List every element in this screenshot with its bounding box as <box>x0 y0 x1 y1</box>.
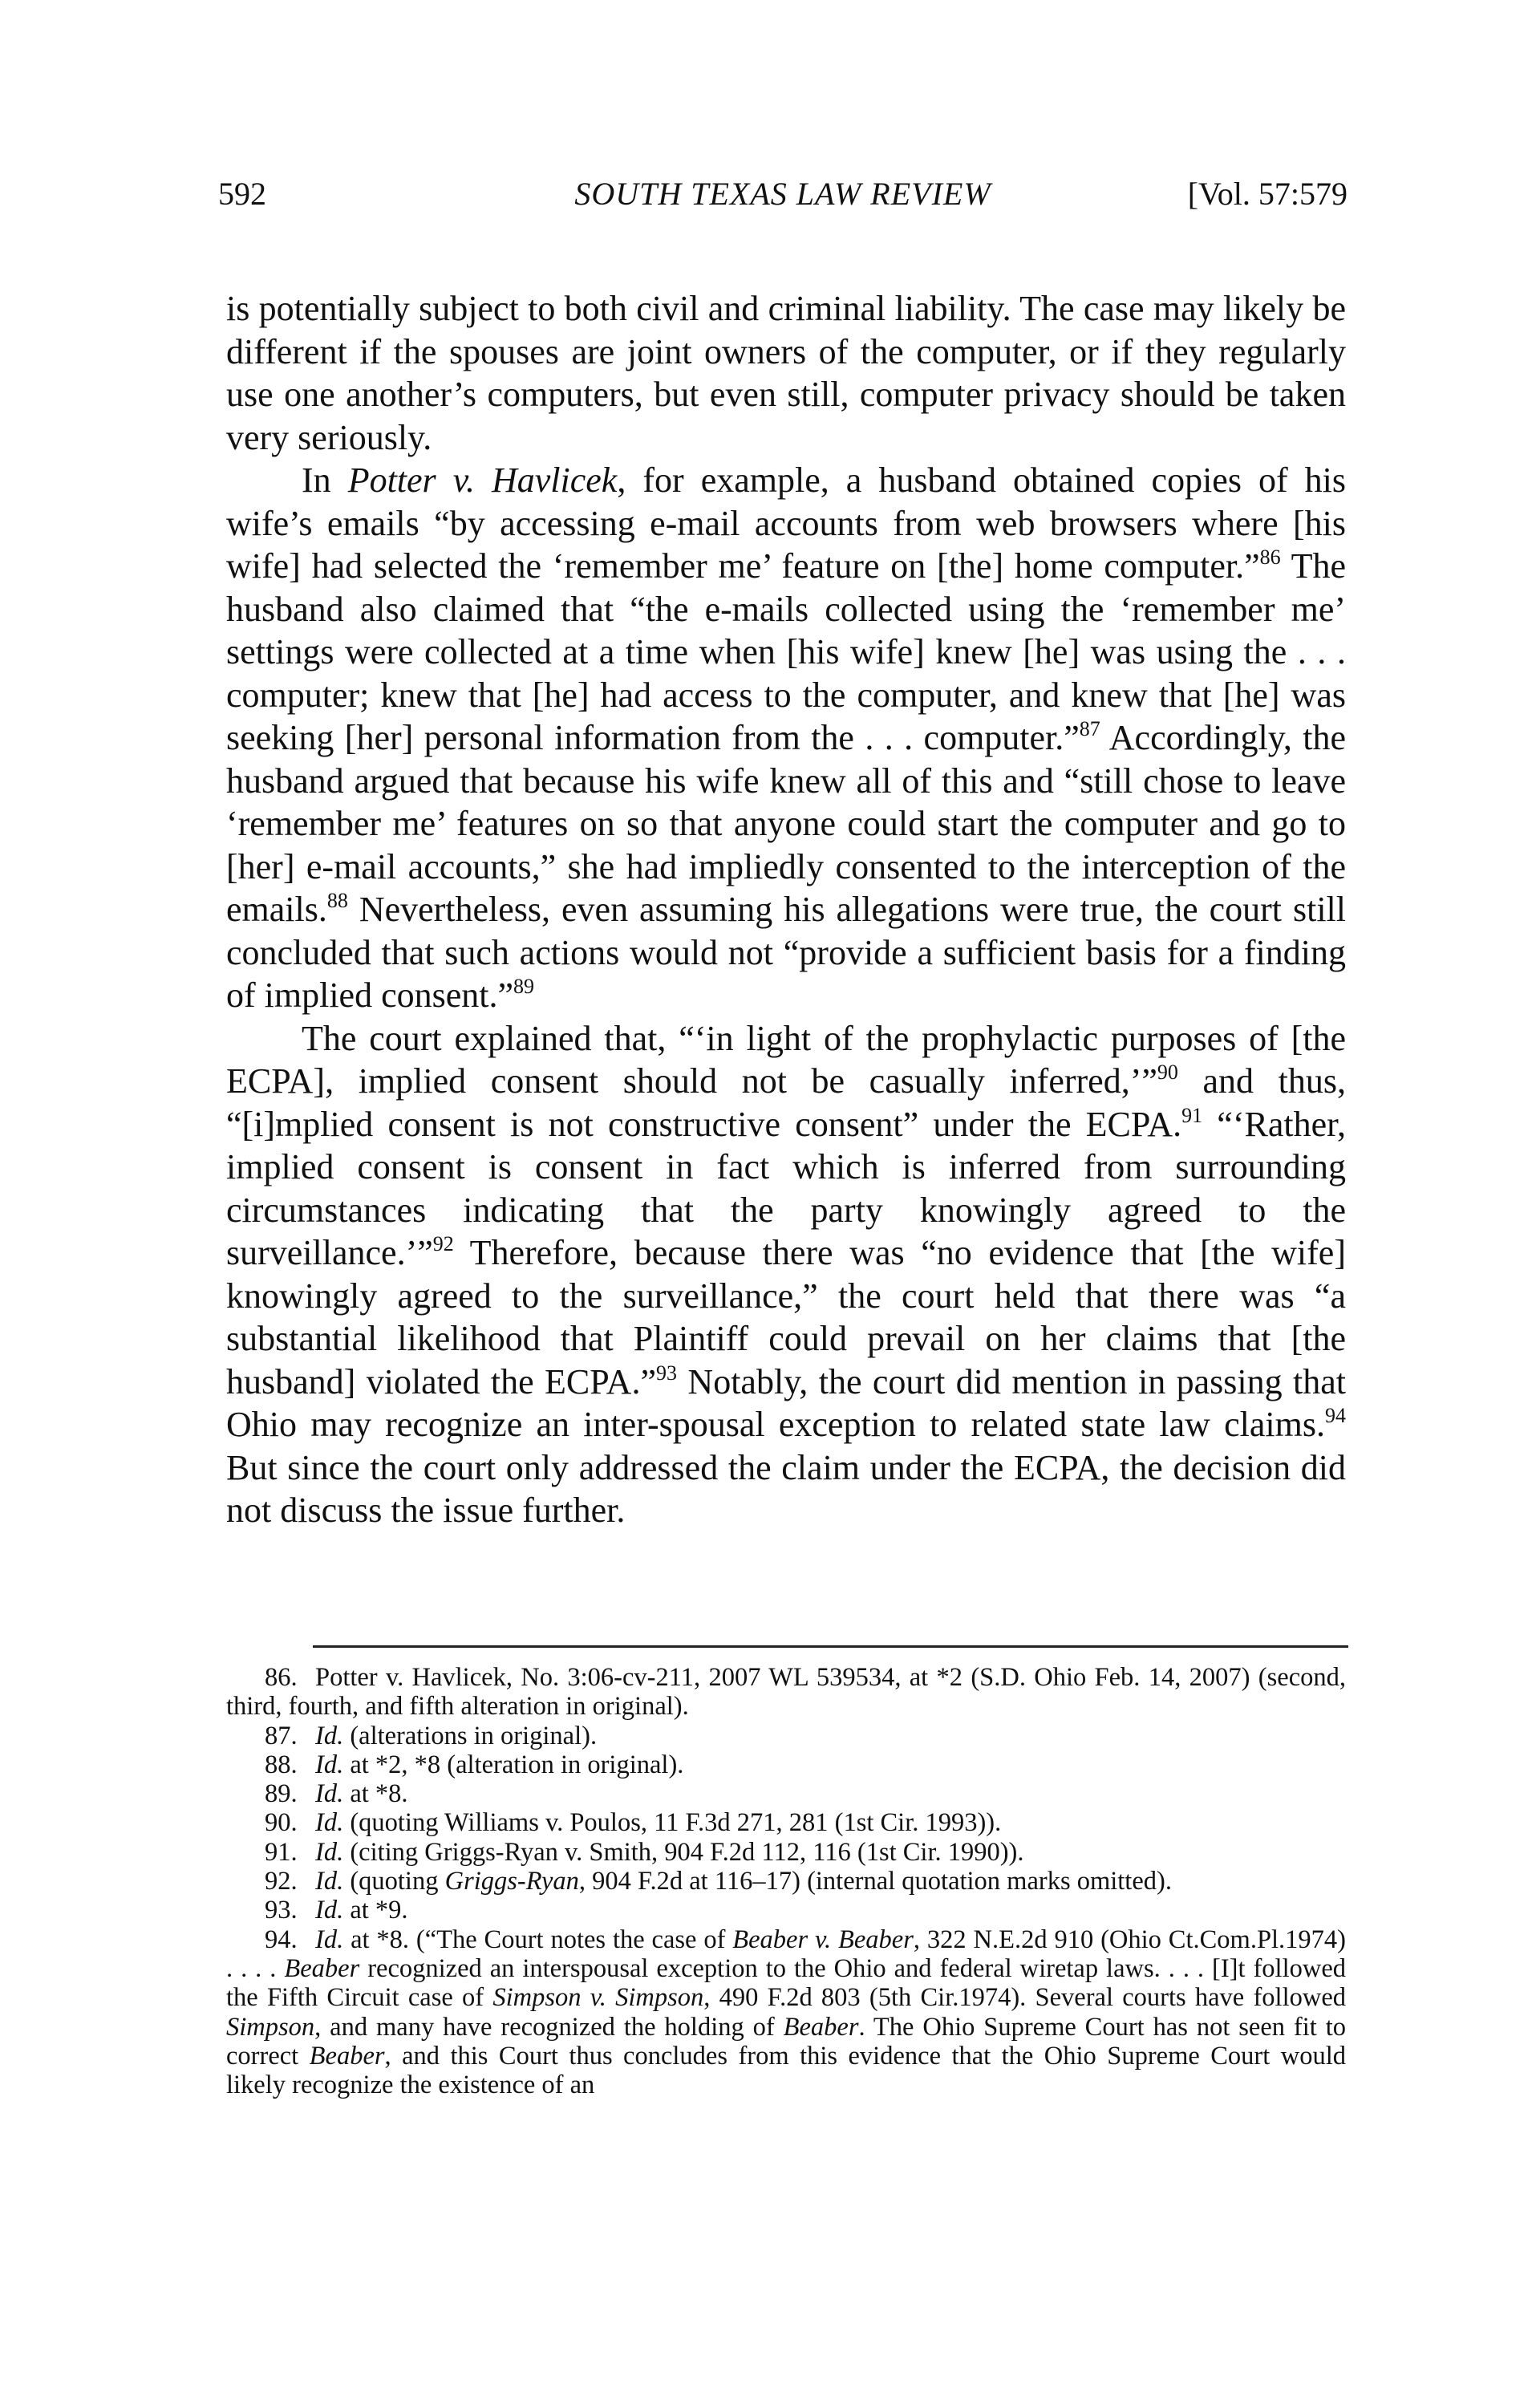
paragraph-text: But since the court only addressed the claim under the ECPA, the decision did not discuss the issue further. <box>226 1447 1346 1530</box>
footnote-text: , and this Court thus concludes from this evidence that the Ohio Supreme Court would likely recognize the existence of an <box>226 2041 1347 2100</box>
footnote-number: 90. <box>265 1808 298 1838</box>
footnote-ref[interactable]: 86 <box>1259 546 1281 569</box>
footnote-89 <box>226 1779 1346 1808</box>
paragraph-text: and thus, “[i]mplied consent is not constructive consent” under the ECPA. <box>226 1061 1346 1144</box>
case-name: Potter v. Havlicek <box>347 460 618 500</box>
footnote-number: 91. <box>265 1837 298 1867</box>
case-name: Beaber <box>284 1953 360 1983</box>
paragraph-text: , for example, a husband obtained copies of his wife’s emails “by accessing e-mail accounts from web browsers where [his wife] had selected the ‘remember me’ feature on [the] home computer.” <box>226 460 1347 586</box>
footnote-text: (quoting <box>343 1867 445 1896</box>
footnote-ref[interactable]: 93 <box>656 1361 677 1385</box>
footnote-divider <box>313 1645 1348 1648</box>
footnote-text: at *2, *8 (alteration in original). <box>343 1750 684 1779</box>
footnote-ref[interactable]: 87 <box>1079 717 1100 740</box>
footnote-90 <box>226 1808 1346 1837</box>
footnote-94 <box>226 1925 1346 2100</box>
footnote-ref[interactable]: 92 <box>432 1232 454 1255</box>
case-name: Beaber <box>783 2012 859 2042</box>
footnote-ref[interactable]: 90 <box>1157 1061 1178 1084</box>
main-text <box>226 287 1346 1532</box>
footnote-text: . The Ohio Supreme Court has not seen fit to correct <box>226 2012 1346 2071</box>
paragraph-text: “‘Rather, implied consent is consent in fact which is inferred from surrounding circumstances indicating that the party knowingly agreed to the surveillance.’” <box>226 1104 1347 1272</box>
footnote-91 <box>226 1838 1346 1867</box>
footnote-ref[interactable]: 89 <box>513 975 535 998</box>
footnote-text: , 904 F.2d at 116–17) (internal quotation marks omitted). <box>578 1867 1172 1896</box>
journal-title: SOUTH TEXAS LAW REVIEW <box>574 176 991 212</box>
footnote-number: 93. <box>265 1896 298 1925</box>
case-name: Beaber <box>309 2041 385 2071</box>
footnote-text: (alterations in original). <box>343 1721 598 1750</box>
case-name: Beaber v. Beaber <box>732 1925 914 1954</box>
footnote-87 <box>226 1722 1346 1750</box>
footnote-text: , 490 F.2d 803 (5th Cir.1974). Several courts have followed <box>703 1983 1346 2013</box>
paragraph-3 <box>226 1017 1346 1532</box>
footnote-ref[interactable]: 94 <box>1325 1404 1346 1427</box>
footnote-text: , 322 N.E.2d 910 (Ohio Ct.Com.Pl.1974) . . . . <box>226 1925 1346 1983</box>
id-signal: Id. <box>315 1779 344 1809</box>
footnote-number: 87. <box>265 1721 298 1750</box>
page-number: 592 <box>218 176 266 212</box>
id-signal: Id. <box>315 1750 344 1779</box>
footnote-number: 86. <box>265 1663 298 1692</box>
id-signal: Id. <box>315 1925 344 1954</box>
footnote-number: 88. <box>265 1750 298 1779</box>
id-signal: Id. <box>315 1837 344 1867</box>
footnote-text: at *9. <box>343 1896 408 1925</box>
footnote-text: at *8. (“The Court notes the case of <box>343 1925 733 1954</box>
footnote-text: (quoting Williams v. Poulos, 11 F.3d 271, 281 (1st Cir. 1993)). <box>343 1808 1002 1838</box>
running-header <box>218 170 1348 218</box>
footnote-text: at *8. <box>343 1779 408 1809</box>
footnote-ref[interactable]: 88 <box>326 889 348 912</box>
paragraph-text: Nevertheless, even assuming his allegations were true, the court still concluded that such actions would not “provide a sufficient basis for a finding of implied consent.” <box>226 890 1346 1015</box>
case-name: Griggs-Ryan <box>444 1867 579 1896</box>
id-signal: Id. <box>315 1867 344 1896</box>
footnotes <box>226 1663 1346 2099</box>
footnote-86 <box>226 1663 1346 1722</box>
paragraph-text: Therefore, because there was “no evidence that [the wife] knowingly agreed to the surveillance,” the court held that there was “a substantial likelihood that Plaintiff could prevail on her claims that [the husband] violated the ECPA.” <box>226 1233 1346 1401</box>
volume-citation: [Vol. 57:579 <box>1187 176 1348 212</box>
footnote-number: 89. <box>265 1779 298 1809</box>
case-name: Simpson <box>226 2012 315 2042</box>
paragraph-text: The husband also claimed that “the e-mails collected using the ‘remember me’ settings were collected at a time when [his wife] knew [he] was using the . . . computer; knew that [he] had access to the computer, and knew that [he] was seeking [her] personal information from the . . . computer.” <box>226 546 1346 757</box>
footnote-text: , and many have recognized the holding of <box>314 2012 784 2042</box>
footnote-text: recognized an interspousal exception to the Ohio and federal wiretap laws. . . . [I]t followed the Fifth Circuit case of <box>226 1953 1347 2013</box>
paragraph-2 <box>226 459 1346 1017</box>
footnote-text: (citing Griggs-Ryan v. Smith, 904 F.2d 112, 116 (1st Cir. 1990)). <box>343 1837 1024 1867</box>
footnote-ref[interactable]: 91 <box>1181 1103 1203 1127</box>
footnote-88 <box>226 1750 1346 1779</box>
id-signal: Id. <box>315 1721 344 1750</box>
paragraph-1 <box>226 287 1346 459</box>
footnote-number: 94. <box>265 1925 298 1954</box>
paragraph-text: Accordingly, the husband argued that because his wife knew all of this and “still chose to leave ‘remember me’ features on so that anyone could start the computer and go to [her] e-mail accounts,” she had impliedly consented to the interception of the emails. <box>226 718 1346 929</box>
id-signal: Id. <box>315 1896 344 1925</box>
paragraph-text: The court explained that, “‘in light of the prophylactic purposes of [the ECPA], implied consent should not be casually inferred,’” <box>226 1018 1346 1101</box>
footnote-92 <box>226 1867 1346 1896</box>
id-signal: Id. <box>315 1808 344 1838</box>
paragraph-text: Notably, the court did mention in passing that Ohio may recognize an inter-spousal exception to related state law claims. <box>226 1361 1346 1444</box>
paragraph-text: is potentially subject to both civil and criminal liability. The case may likely be different if the spouses are joint owners of the computer, or if they regularly use one another’s computers, but even still, computer privacy should be taken very seriously. <box>226 289 1346 457</box>
footnote-text: Potter v. Havlicek, No. 3:06-cv-211, 2007 WL 539534, at *2 (S.D. Ohio Feb. 14, 2007) (second, third, fourth, and fifth alteration in original). <box>226 1663 1346 1722</box>
case-name: Simpson v. Simpson <box>492 1983 704 2013</box>
paragraph-text: In <box>302 460 331 500</box>
footnote-number: 92. <box>265 1867 298 1896</box>
footnote-93 <box>226 1896 1346 1925</box>
